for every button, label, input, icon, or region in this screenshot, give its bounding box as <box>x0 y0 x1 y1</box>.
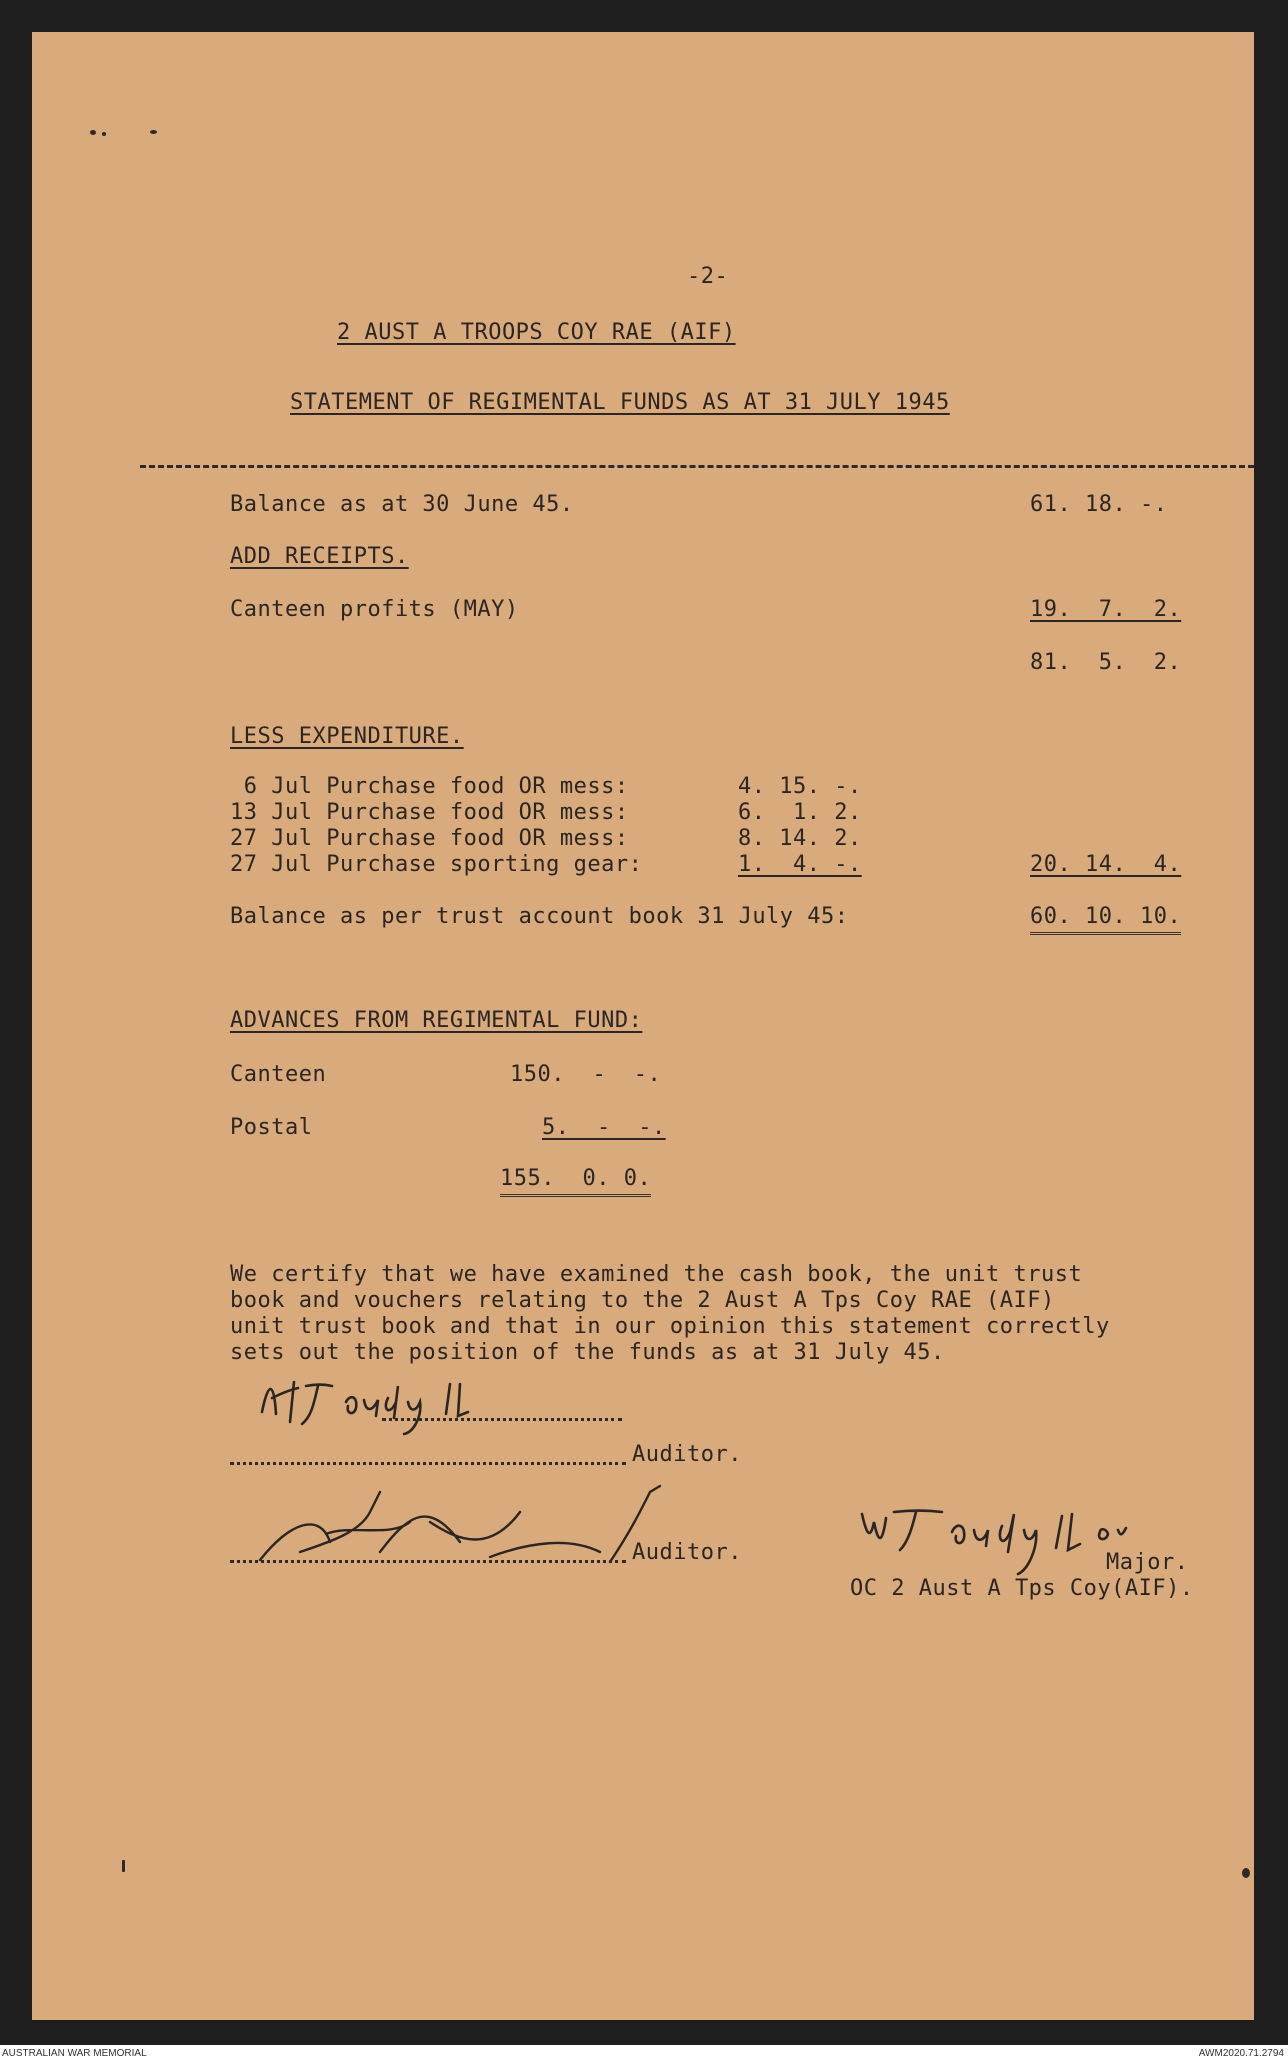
advances-heading: ADVANCES FROM REGIMENTAL FUND: <box>230 1008 643 1033</box>
expenditure-amount: 4. 15. -. <box>738 774 862 799</box>
advance-amount: 5. - -. <box>542 1115 666 1140</box>
ink-speck <box>90 130 96 135</box>
certification-line: unit trust book and that in our opinion this statement correctly <box>230 1314 1110 1339</box>
additions-subtotal: 81. 5. 2. <box>1030 650 1182 675</box>
certification-line: We certify that we have examined the cash book, the unit trust <box>230 1262 1083 1287</box>
expenditure-label: 13 Jul Purchase food OR mess: <box>230 800 629 825</box>
signatory-position: OC 2 Aust A Tps Coy(AIF). <box>850 1576 1194 1601</box>
page-number: -2- <box>687 264 729 289</box>
advance-amount: 150. - -. <box>510 1062 662 1087</box>
auditor-label: Auditor. <box>632 1442 742 1467</box>
auditor-dotted-line <box>230 1560 626 1563</box>
ink-speck <box>102 132 106 136</box>
closing-balance-label: Balance as per trust account book 31 July 45: <box>230 904 849 929</box>
expenditure-label: 6 Jul Purchase food OR mess: <box>230 774 629 799</box>
addition-amount: 19. 7. 2. <box>1030 597 1182 622</box>
auditor-signature-1 <box>254 1372 554 1442</box>
expenditure-heading: LESS EXPENDITURE. <box>230 724 464 749</box>
ink-speck <box>1242 1868 1250 1878</box>
ink-speck <box>150 130 157 134</box>
expenditure-label: 27 Jul Purchase sporting gear: <box>230 852 643 877</box>
auditor-label: Auditor. <box>632 1540 742 1565</box>
expenditure-amount: 6. 1. 2. <box>738 800 862 825</box>
closing-balance-amount: 60. 10. 10. <box>1030 904 1181 935</box>
opening-balance-amount: 61. 18. -. <box>1030 492 1168 517</box>
expenditure-amount: 8. 14. 2. <box>738 826 862 851</box>
auditor-dotted-line <box>230 1462 626 1465</box>
certification-line: book and vouchers relating to the 2 Aust A Tps Coy RAE (AIF) <box>230 1288 1055 1313</box>
advances-total: 155. 0. 0. <box>500 1166 651 1197</box>
advance-label: Canteen <box>230 1062 327 1087</box>
ink-speck <box>122 1860 125 1872</box>
statement-title: STATEMENT OF REGIMENTAL FUNDS AS AT 31 JULY 1945 <box>290 390 950 415</box>
additions-heading: ADD RECEIPTS. <box>230 544 409 569</box>
auditor-signature-2 <box>230 1482 690 1582</box>
signature-dotted-line <box>382 1418 622 1421</box>
unit-title: 2 AUST A TROOPS COY RAE (AIF) <box>337 320 736 345</box>
certification-line: sets out the position of the funds as at 31 July 45. <box>230 1340 945 1365</box>
advance-label: Postal <box>230 1115 313 1140</box>
expenditure-amount: 1. 4. -. <box>738 852 862 877</box>
footer-accession-number: AWM2020.71.2794 <box>1198 2048 1284 2059</box>
document-page <box>32 32 1254 2020</box>
expenditure-label: 27 Jul Purchase food OR mess: <box>230 826 629 851</box>
addition-label: Canteen profits (MAY) <box>230 597 519 622</box>
section-rule <box>140 465 1254 468</box>
footer-institution: AUSTRALIAN WAR MEMORIAL <box>2 2048 147 2059</box>
opening-balance-label: Balance as at 30 June 45. <box>230 492 574 517</box>
signatory-rank: Major. <box>1106 1550 1189 1575</box>
footer <box>0 2046 1288 2061</box>
expenditure-total: 20. 14. 4. <box>1030 852 1182 877</box>
